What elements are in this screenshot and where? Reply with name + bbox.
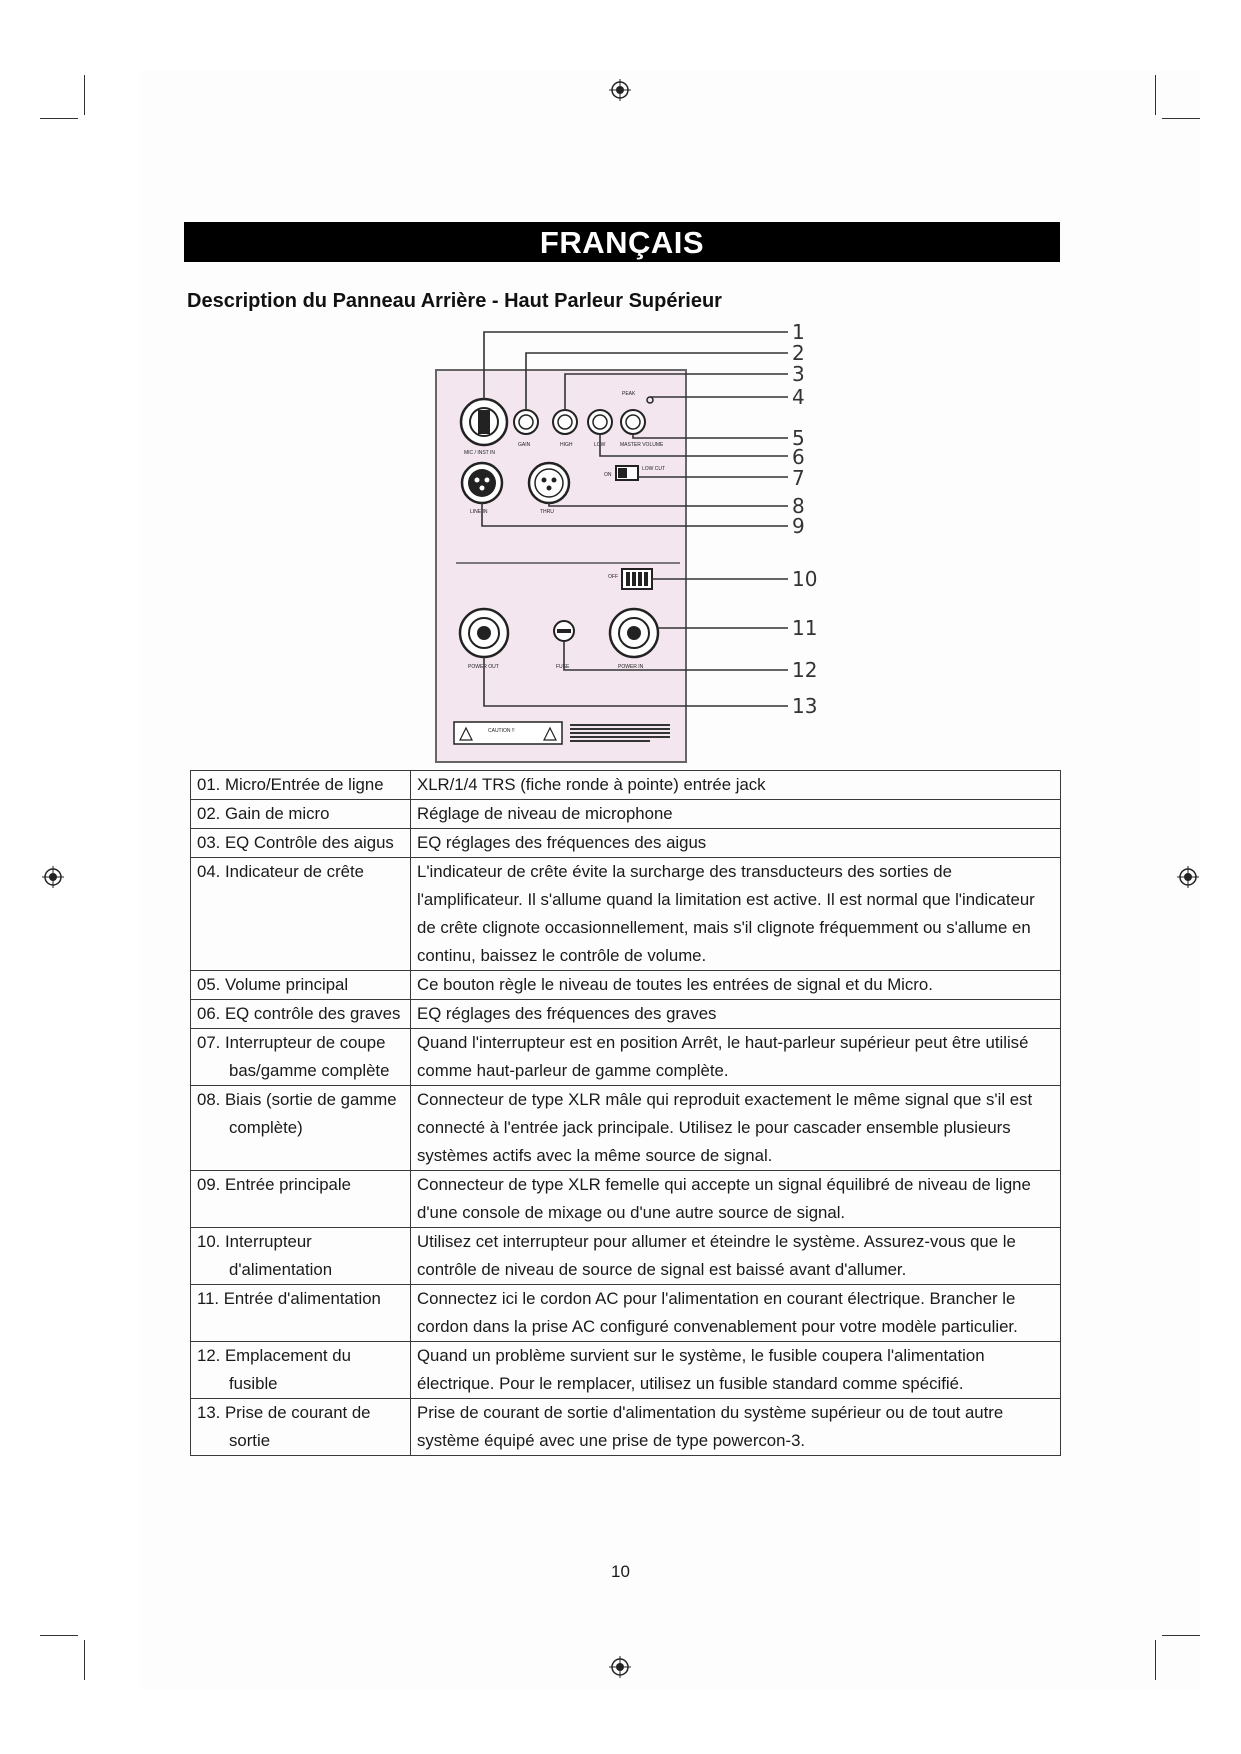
label-line-in: LINE IN [470,509,488,515]
callout-10: 10 [792,567,818,591]
table-row [191,858,1061,971]
row-label-cell [191,1228,411,1285]
row-label: 03. EQ Contrôle des aigus [197,833,394,852]
crop-mark [1155,75,1156,115]
row-label-cell [191,1171,411,1228]
row-label-cell [191,1399,411,1456]
table-row [191,1342,1061,1399]
label-power-in: POWER IN [618,664,644,670]
label-off: OFF [608,574,618,580]
crop-mark [84,1640,85,1680]
row-label: 13. Prise de courant de sortie [197,1403,371,1450]
callout-5: 5 [792,426,805,450]
label-low-cut: LOW CUT [642,466,666,472]
label-power-out: POWER OUT [468,664,499,670]
callout-13: 13 [792,694,818,718]
row-description: Quand l'interrupteur est en position Arrêt, le haut-parleur supérieur peut être utilisé comme haut-parleur de gamme complète. [411,1029,1061,1086]
row-description: EQ réglages des fréquences des graves [411,1000,1061,1029]
rear-panel-diagram [420,318,820,770]
label-caution: CAUTION !! [488,728,515,734]
row-label: 05. Volume principal [197,975,349,994]
crop-mark [1162,118,1200,119]
row-label: 06. EQ contrôle des graves [197,1004,401,1023]
table-row [191,1399,1061,1456]
row-description: XLR/1/4 TRS (fiche ronde à pointe) entrée jack [411,771,1061,800]
thru-xlr [529,463,569,503]
row-description: Connectez ici le cordon AC pour l'alimentation en courant électrique. Brancher le cordon dans la prise AC configuré convenablement pour votre modèle particulier. [411,1285,1061,1342]
line-in-xlr [462,463,502,503]
row-label-cell [191,771,411,800]
description-table [190,770,1061,1456]
row-label-cell [191,829,411,858]
row-description: Réglage de niveau de microphone [411,800,1061,829]
table-row [191,1228,1061,1285]
crop-mark [40,1635,78,1636]
registration-mark-icon [1177,866,1199,888]
master-volume-knob [621,410,645,434]
label-master-volume: MASTER VOLUME [620,442,664,448]
language-banner: FRANÇAIS [184,222,1060,262]
label-fuse: FUSE [556,664,570,670]
label-on: ON [604,472,612,478]
row-description: L'indicateur de crête évite la surcharge des transducteurs des sorties de l'amplificateur. Il s'allume quand la limitation est active. Il est normal que l'indicateur de crête clignote occasionnellement, mais s'il clignote fréquemment ou s'allume en continu, baissez le contrôle de volume. [411,858,1061,971]
power-switch [622,569,652,589]
table-row [191,1171,1061,1228]
label-low: LOW [594,442,606,448]
table-row [191,829,1061,858]
callout-4: 4 [792,385,805,409]
row-label-cell [191,858,411,971]
callout-8: 8 [792,494,805,518]
label-thru: THRU [540,509,554,515]
label-high: HIGH [560,442,573,448]
callout-12: 12 [792,658,818,682]
label-gain: GAIN [518,442,531,448]
gain-knob [514,410,538,434]
callout-6: 6 [792,445,805,469]
row-label: 09. Entrée principale [197,1175,351,1194]
table-row [191,1285,1061,1342]
page-number: 10 [611,1562,630,1581]
callout-3: 3 [792,362,805,386]
row-description: Connecteur de type XLR mâle qui reproduit exactement le même signal que s'il est connecté à l'entrée jack principale. Utilisez le pour cascader ensemble plusieurs systèmes actifs avec la même source de signal. [411,1086,1061,1171]
high-eq-knob [553,410,577,434]
table-row [191,1029,1061,1086]
row-label-cell [191,800,411,829]
table-row [191,771,1061,800]
callout-11: 11 [792,616,818,640]
section-title: Description du Panneau Arrière - Haut Parleur Supérieur [187,290,722,312]
row-label: 07. Interrupteur de coupe bas/gamme complète [197,1033,390,1080]
crop-mark [1162,1635,1200,1636]
power-out-connector [460,609,508,657]
row-description: Prise de courant de sortie d'alimentation du système supérieur ou de tout autre système équipé avec une prise de type powercon-3. [411,1399,1061,1456]
callout-7: 7 [792,466,805,490]
callout-2: 2 [792,341,805,365]
table-row [191,1086,1061,1171]
registration-mark-icon [609,1656,631,1678]
callout-9: 9 [792,514,805,538]
row-description: Quand un problème survient sur le système, le fusible coupera l'alimentation électrique. Pour le remplacer, utilisez un fusible standard comme spécifié. [411,1342,1061,1399]
table-row [191,1000,1061,1029]
row-label-cell [191,1285,411,1342]
row-label-cell [191,1086,411,1171]
row-description: Utilisez cet interrupteur pour allumer et éteindre le système. Assurez-vous que le contrôle de niveau de source de signal est baissé avant d'allumer. [411,1228,1061,1285]
row-label: 12. Emplacement du fusible [197,1346,351,1393]
row-label: 02. Gain de micro [197,804,330,823]
crop-mark [84,75,85,115]
table-row [191,800,1061,829]
table-row [191,971,1061,1000]
row-label: 01. Micro/Entrée de ligne [197,775,384,794]
row-label: 04. Indicateur de crête [197,862,364,881]
row-label-cell [191,1000,411,1029]
crop-mark [40,118,78,119]
row-label: 10. Interrupteur d'alimentation [197,1232,333,1279]
mic-inst-jack [461,399,507,445]
power-in-connector [610,609,658,657]
low-cut-switch [616,466,638,480]
low-eq-knob [588,410,612,434]
row-description: Ce bouton règle le niveau de toutes les entrées de signal et du Micro. [411,971,1061,1000]
registration-mark-icon [609,79,631,101]
row-label: 11. Entrée d'alimentation [197,1289,381,1308]
row-label: 08. Biais (sortie de gamme complète) [197,1090,397,1137]
row-label-cell [191,971,411,1000]
row-label-cell [191,1029,411,1086]
row-description: EQ réglages des fréquences des aigus [411,829,1061,858]
row-description: Connecteur de type XLR femelle qui accepte un signal équilibré de niveau de ligne d'une console de mixage ou d'une autre source de signal. [411,1171,1061,1228]
label-mic-inst-in: MIC / INST IN [464,450,496,456]
crop-mark [1155,1640,1156,1680]
label-peak: PEAK [622,391,636,397]
registration-mark-icon [42,866,64,888]
callout-1: 1 [792,320,805,344]
fuse-holder [554,621,574,641]
row-label-cell [191,1342,411,1399]
